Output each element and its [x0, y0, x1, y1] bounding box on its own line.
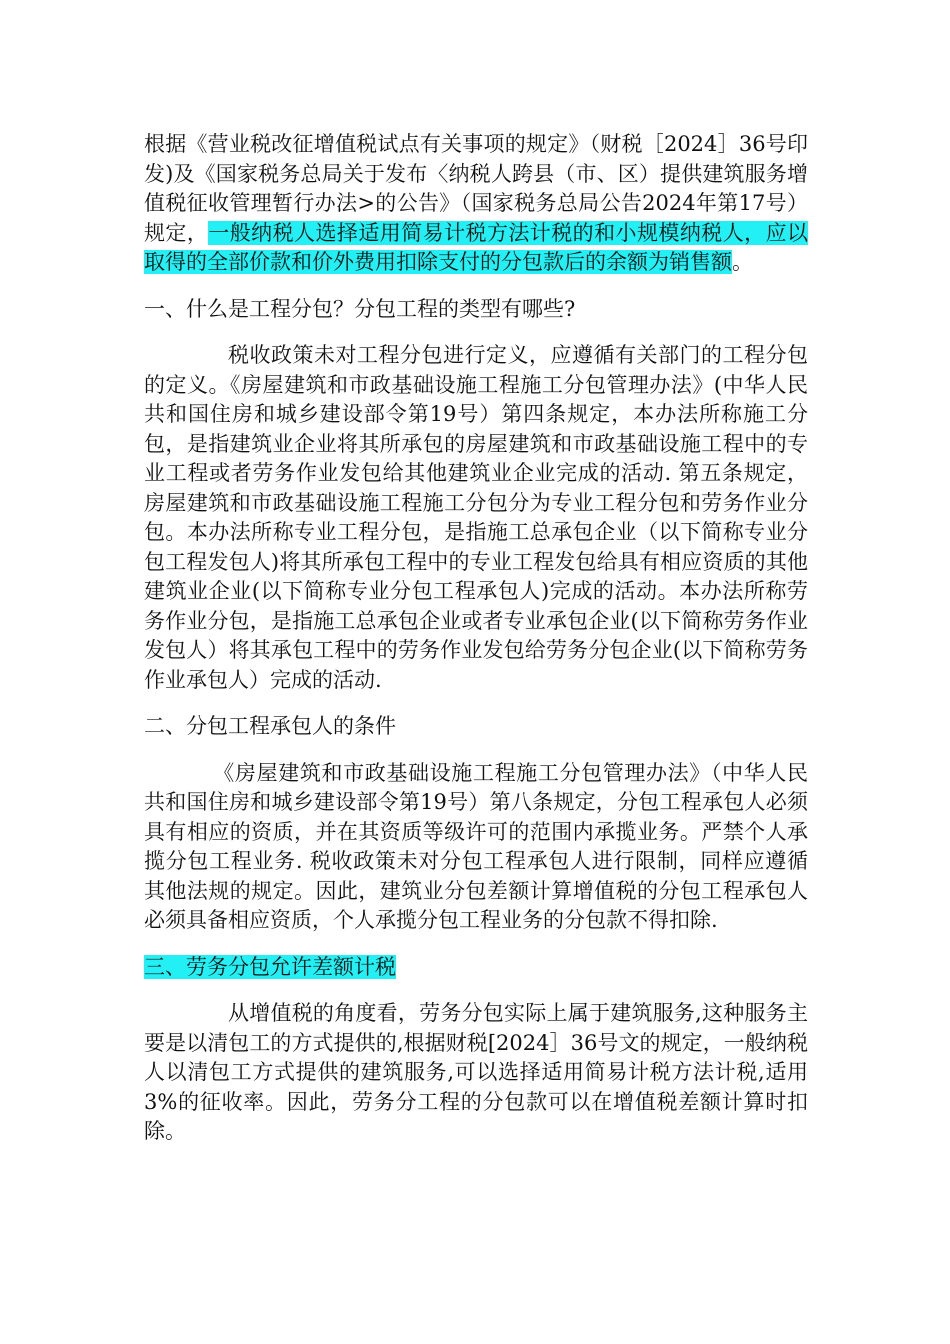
section-1-heading: 一、什么是工程分包？分包工程的类型有哪些? — [144, 296, 576, 321]
section-3-heading-wrapper — [144, 953, 808, 983]
section-3-body: 从增值税的角度看，劳务分包实际上属于建筑服务,这种服务主要是以清包工的方式提供的,根据财税[2024］36号文的规定，一般纳税人以清包工方式提供的建筑服务,可以选择适用简易计税方法计税,适用3%的征收率。因此，劳务分工程的分包款可以在增值税差额计算时扣除。 — [144, 1001, 808, 1143]
document-body — [144, 130, 808, 1164]
intro-paragraph — [144, 130, 808, 278]
section-2-body: 《房屋建筑和市政基础设施工程施工分包管理办法》（中华人民共和国住房和城乡建设部令第19号）第八条规定，分包工程承包人必须具有相应的资质，并在其资质等级许可的范围内承揽业务。严禁个人承揽分包工程业务. 税收政策未对分包工程承包人进行限制，同样应遵循其他法规的规定。因此，建筑业分包差额计算增值税的分包工程承包人必须具备相应资质，个人承揽分包工程业务的分包款不得扣除. — [144, 760, 808, 932]
section-1-body: 税收政策未对工程分包进行定义，应遵循有关部门的工程分包的定义。《房屋建筑和市政基础设施工程施工分包管理办法》(中华人民共和国住房和城乡建设部令第19号）第四条规定，本办法所称施工分包，是指建筑业企业将其所承包的房屋建筑和市政基础设施工程中的专业工程或者劳务作业发包给其他建筑业企业完成的活动. 第五条规定，房屋建筑和市政基础设施工程施工分包分为专业工程分包和劳务作业分包。本办法所称专业工程分包，是指施工总承包企业（以下简称专业分包工程发包人)将其所承包工程中的专业工程发包给具有相应资质的其他建筑业企业(以下简称专业分包工程承包人)完成的活动。本办法所称劳务作业分包，是指施工总承包企业或者专业承包企业(以下简称劳务作业发包人）将其承包工程中的劳务作业发包给劳务分包企业(以下简称劳务作业承包人）完成的活动. — [144, 343, 808, 692]
section-3-heading: 三、劳务分包允许差额计税 — [144, 954, 396, 979]
intro-text: 根据《营业税改征增值税试点有关事项的规定》（财税［2024］36号印发)及《国家税务总局关于发布〈纳税人跨县（市、区）提供建筑服务增值税征收管理暂行办法>的公告》（国家税务总局公告2024年第17号）规定， — [144, 132, 808, 245]
section-2-heading: 二、分包工程承包人的条件 — [144, 714, 396, 738]
intro-highlight: 一般纳税人选择适用简易计税方法计税的和小规模纳税人，应以取得的全部价款和价外费用扣除支付的分包款后的余额为销售额 — [144, 220, 809, 274]
intro-tail: 。 — [732, 250, 753, 274]
